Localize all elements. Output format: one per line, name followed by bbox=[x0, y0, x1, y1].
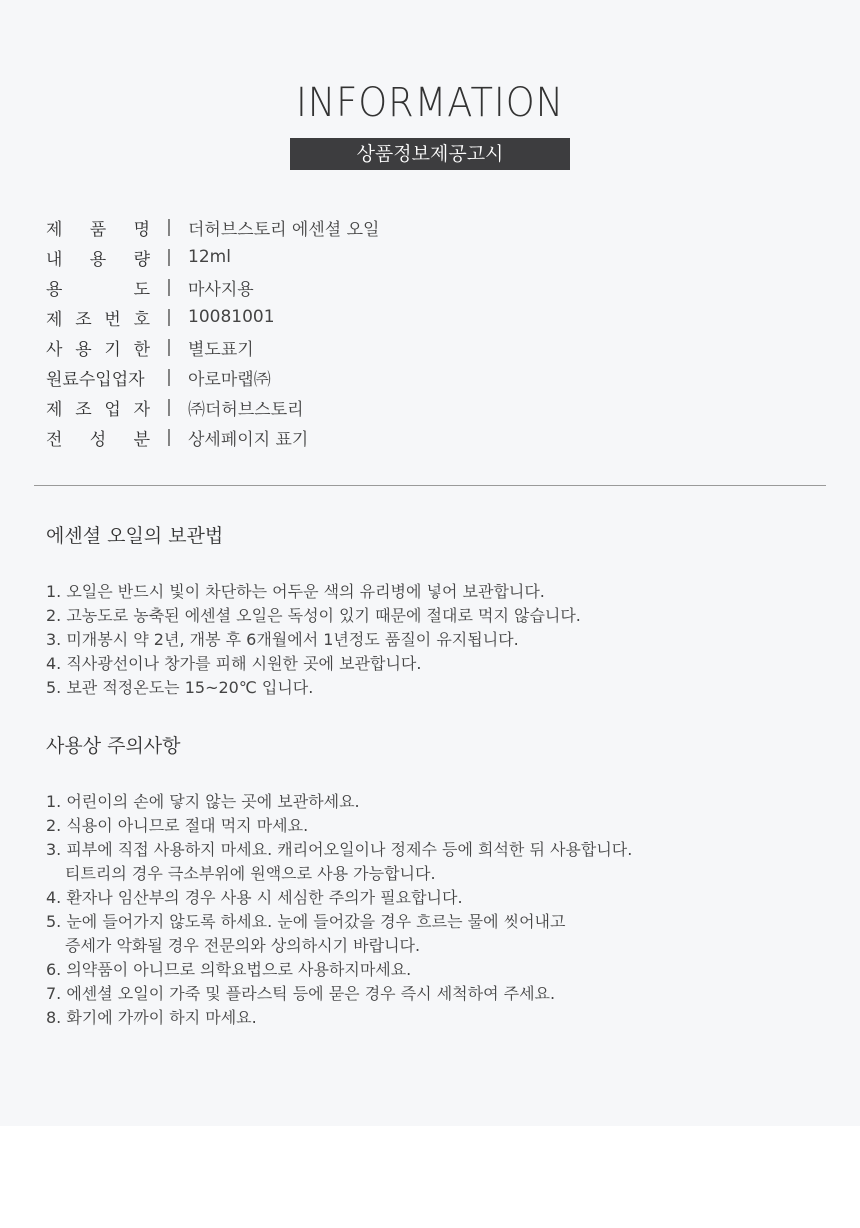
info-value: 10081001 bbox=[188, 307, 275, 327]
list-item bbox=[46, 652, 826, 676]
info-label-char: 분 bbox=[133, 429, 150, 450]
info-label-char: 업 bbox=[104, 399, 121, 420]
info-label bbox=[46, 395, 150, 420]
storage-list bbox=[46, 580, 826, 700]
list-item bbox=[46, 1006, 826, 1030]
section-divider bbox=[34, 485, 826, 486]
info-label-char: 전 bbox=[46, 429, 63, 450]
list-item-text: 4. 환자나 임산부의 경우 사용 시 세심한 주의가 필요합니다. bbox=[46, 888, 463, 907]
list-item bbox=[46, 886, 826, 910]
info-row bbox=[46, 362, 806, 392]
info-label-char: 성 bbox=[89, 429, 107, 450]
info-label-char: 호 bbox=[133, 309, 150, 330]
list-item-text: 8. 화기에 가까이 하지 마세요. bbox=[46, 1008, 257, 1027]
info-label-char: 기 bbox=[104, 339, 121, 360]
info-value: 상세페이지 표기 bbox=[188, 429, 309, 450]
info-label bbox=[46, 335, 150, 360]
list-item-text: 5. 보관 적정온도는 15~20℃ 입니다. bbox=[46, 678, 314, 697]
list-item-text: 2. 식용이 아니므로 절대 먹지 마세요. bbox=[46, 816, 309, 835]
info-label-char: 용 bbox=[46, 279, 63, 300]
info-separator: | bbox=[166, 277, 172, 297]
list-item-continuation: 증세가 악화될 경우 전문의와 상의하시기 바랍니다. bbox=[65, 936, 421, 955]
info-label-char: 품 bbox=[89, 219, 107, 240]
list-item-text: 3. 미개봉시 약 2년, 개봉 후 6개월에서 1년정도 품질이 유지됩니다. bbox=[46, 630, 519, 649]
info-separator: | bbox=[166, 337, 172, 357]
info-row bbox=[46, 422, 806, 452]
list-item-text: 1. 오일은 반드시 빛이 차단하는 어두운 색의 유리병에 넣어 보관합니다. bbox=[46, 582, 545, 601]
list-item-text: 4. 직사광선이나 창가를 피해 시원한 곳에 보관합니다. bbox=[46, 654, 422, 673]
info-label-char: 번 bbox=[104, 309, 121, 330]
info-label-char: 제 bbox=[46, 399, 63, 420]
list-item-text: 3. 피부에 직접 사용하지 마세요. 캐리어오일이나 정제수 등에 희석한 뒤 사용합니다. bbox=[46, 840, 633, 859]
list-item bbox=[46, 580, 826, 604]
info-value: 더허브스토리 에센셜 오일 bbox=[188, 219, 380, 240]
info-row bbox=[46, 272, 806, 302]
info-label bbox=[46, 305, 150, 330]
info-separator: | bbox=[166, 367, 172, 387]
caution-heading: 사용상 주의사항 bbox=[46, 735, 181, 757]
info-label-char: 사 bbox=[46, 339, 63, 360]
storage-heading: 에센셜 오일의 보관법 bbox=[46, 525, 224, 547]
list-item bbox=[46, 958, 826, 982]
info-label-char: 제 bbox=[46, 219, 63, 240]
info-label bbox=[46, 245, 150, 270]
info-value: 마사지용 bbox=[188, 279, 254, 300]
info-label bbox=[46, 365, 150, 390]
info-label-char: 용 bbox=[89, 249, 107, 270]
info-label bbox=[46, 425, 150, 450]
info-row bbox=[46, 392, 806, 422]
list-item bbox=[46, 910, 826, 958]
info-label-char: 원료수입업자 bbox=[46, 369, 145, 390]
info-value: ㈜더허브스토리 bbox=[188, 399, 304, 420]
info-separator: | bbox=[166, 427, 172, 447]
list-item bbox=[46, 676, 826, 700]
caution-section bbox=[46, 732, 826, 1030]
caution-list bbox=[46, 790, 826, 1030]
list-item bbox=[46, 814, 826, 838]
info-label-char: 조 bbox=[75, 399, 92, 420]
info-label-char: 용 bbox=[75, 339, 92, 360]
info-label-char: 자 bbox=[133, 399, 150, 420]
info-label-char: 명 bbox=[133, 219, 150, 240]
list-item bbox=[46, 838, 826, 886]
info-row bbox=[46, 302, 806, 332]
list-item-text: 5. 눈에 들어가지 않도록 하세요. 눈에 들어갔을 경우 흐르는 물에 씻어내고 bbox=[46, 912, 566, 931]
storage-section bbox=[46, 522, 826, 700]
product-info-table bbox=[46, 212, 806, 452]
info-label-char: 량 bbox=[133, 249, 150, 270]
info-label-char: 내 bbox=[46, 249, 63, 270]
list-item bbox=[46, 790, 826, 814]
list-item bbox=[46, 604, 826, 628]
info-label-char: 조 bbox=[75, 309, 92, 330]
notice-banner: 상품정보제공고시 bbox=[290, 138, 570, 170]
info-label bbox=[46, 215, 150, 240]
info-label-char: 제 bbox=[46, 309, 63, 330]
list-item-text: 7. 에센셜 오일이 가죽 및 플라스틱 등에 묻은 경우 즉시 세척하여 주세요. bbox=[46, 984, 556, 1003]
info-label-char: 한 bbox=[133, 339, 150, 360]
info-label bbox=[46, 275, 150, 300]
list-item-text: 6. 의약품이 아니므로 의학요법으로 사용하지마세요. bbox=[46, 960, 412, 979]
info-separator: | bbox=[166, 307, 172, 327]
info-row bbox=[46, 332, 806, 362]
list-item-text: 2. 고농도로 농축된 에센셜 오일은 독성이 있기 때문에 절대로 먹지 않습니다. bbox=[46, 606, 581, 625]
list-item bbox=[46, 628, 826, 652]
info-separator: | bbox=[166, 247, 172, 267]
info-label-char: 도 bbox=[133, 279, 150, 300]
page-title: INFORMATION bbox=[295, 80, 565, 126]
info-value: 아로마랩㈜ bbox=[188, 369, 271, 390]
list-item-text: 1. 어린이의 손에 닿지 않는 곳에 보관하세요. bbox=[46, 792, 360, 811]
list-item bbox=[46, 982, 826, 1006]
list-item-continuation: 티트리의 경우 극소부위에 원액으로 사용 가능합니다. bbox=[65, 864, 436, 883]
info-separator: | bbox=[166, 397, 172, 417]
info-separator: | bbox=[166, 217, 172, 237]
info-row bbox=[46, 242, 806, 272]
info-value: 12ml bbox=[188, 247, 231, 267]
info-value: 별도표기 bbox=[188, 339, 254, 360]
info-row bbox=[46, 212, 806, 242]
